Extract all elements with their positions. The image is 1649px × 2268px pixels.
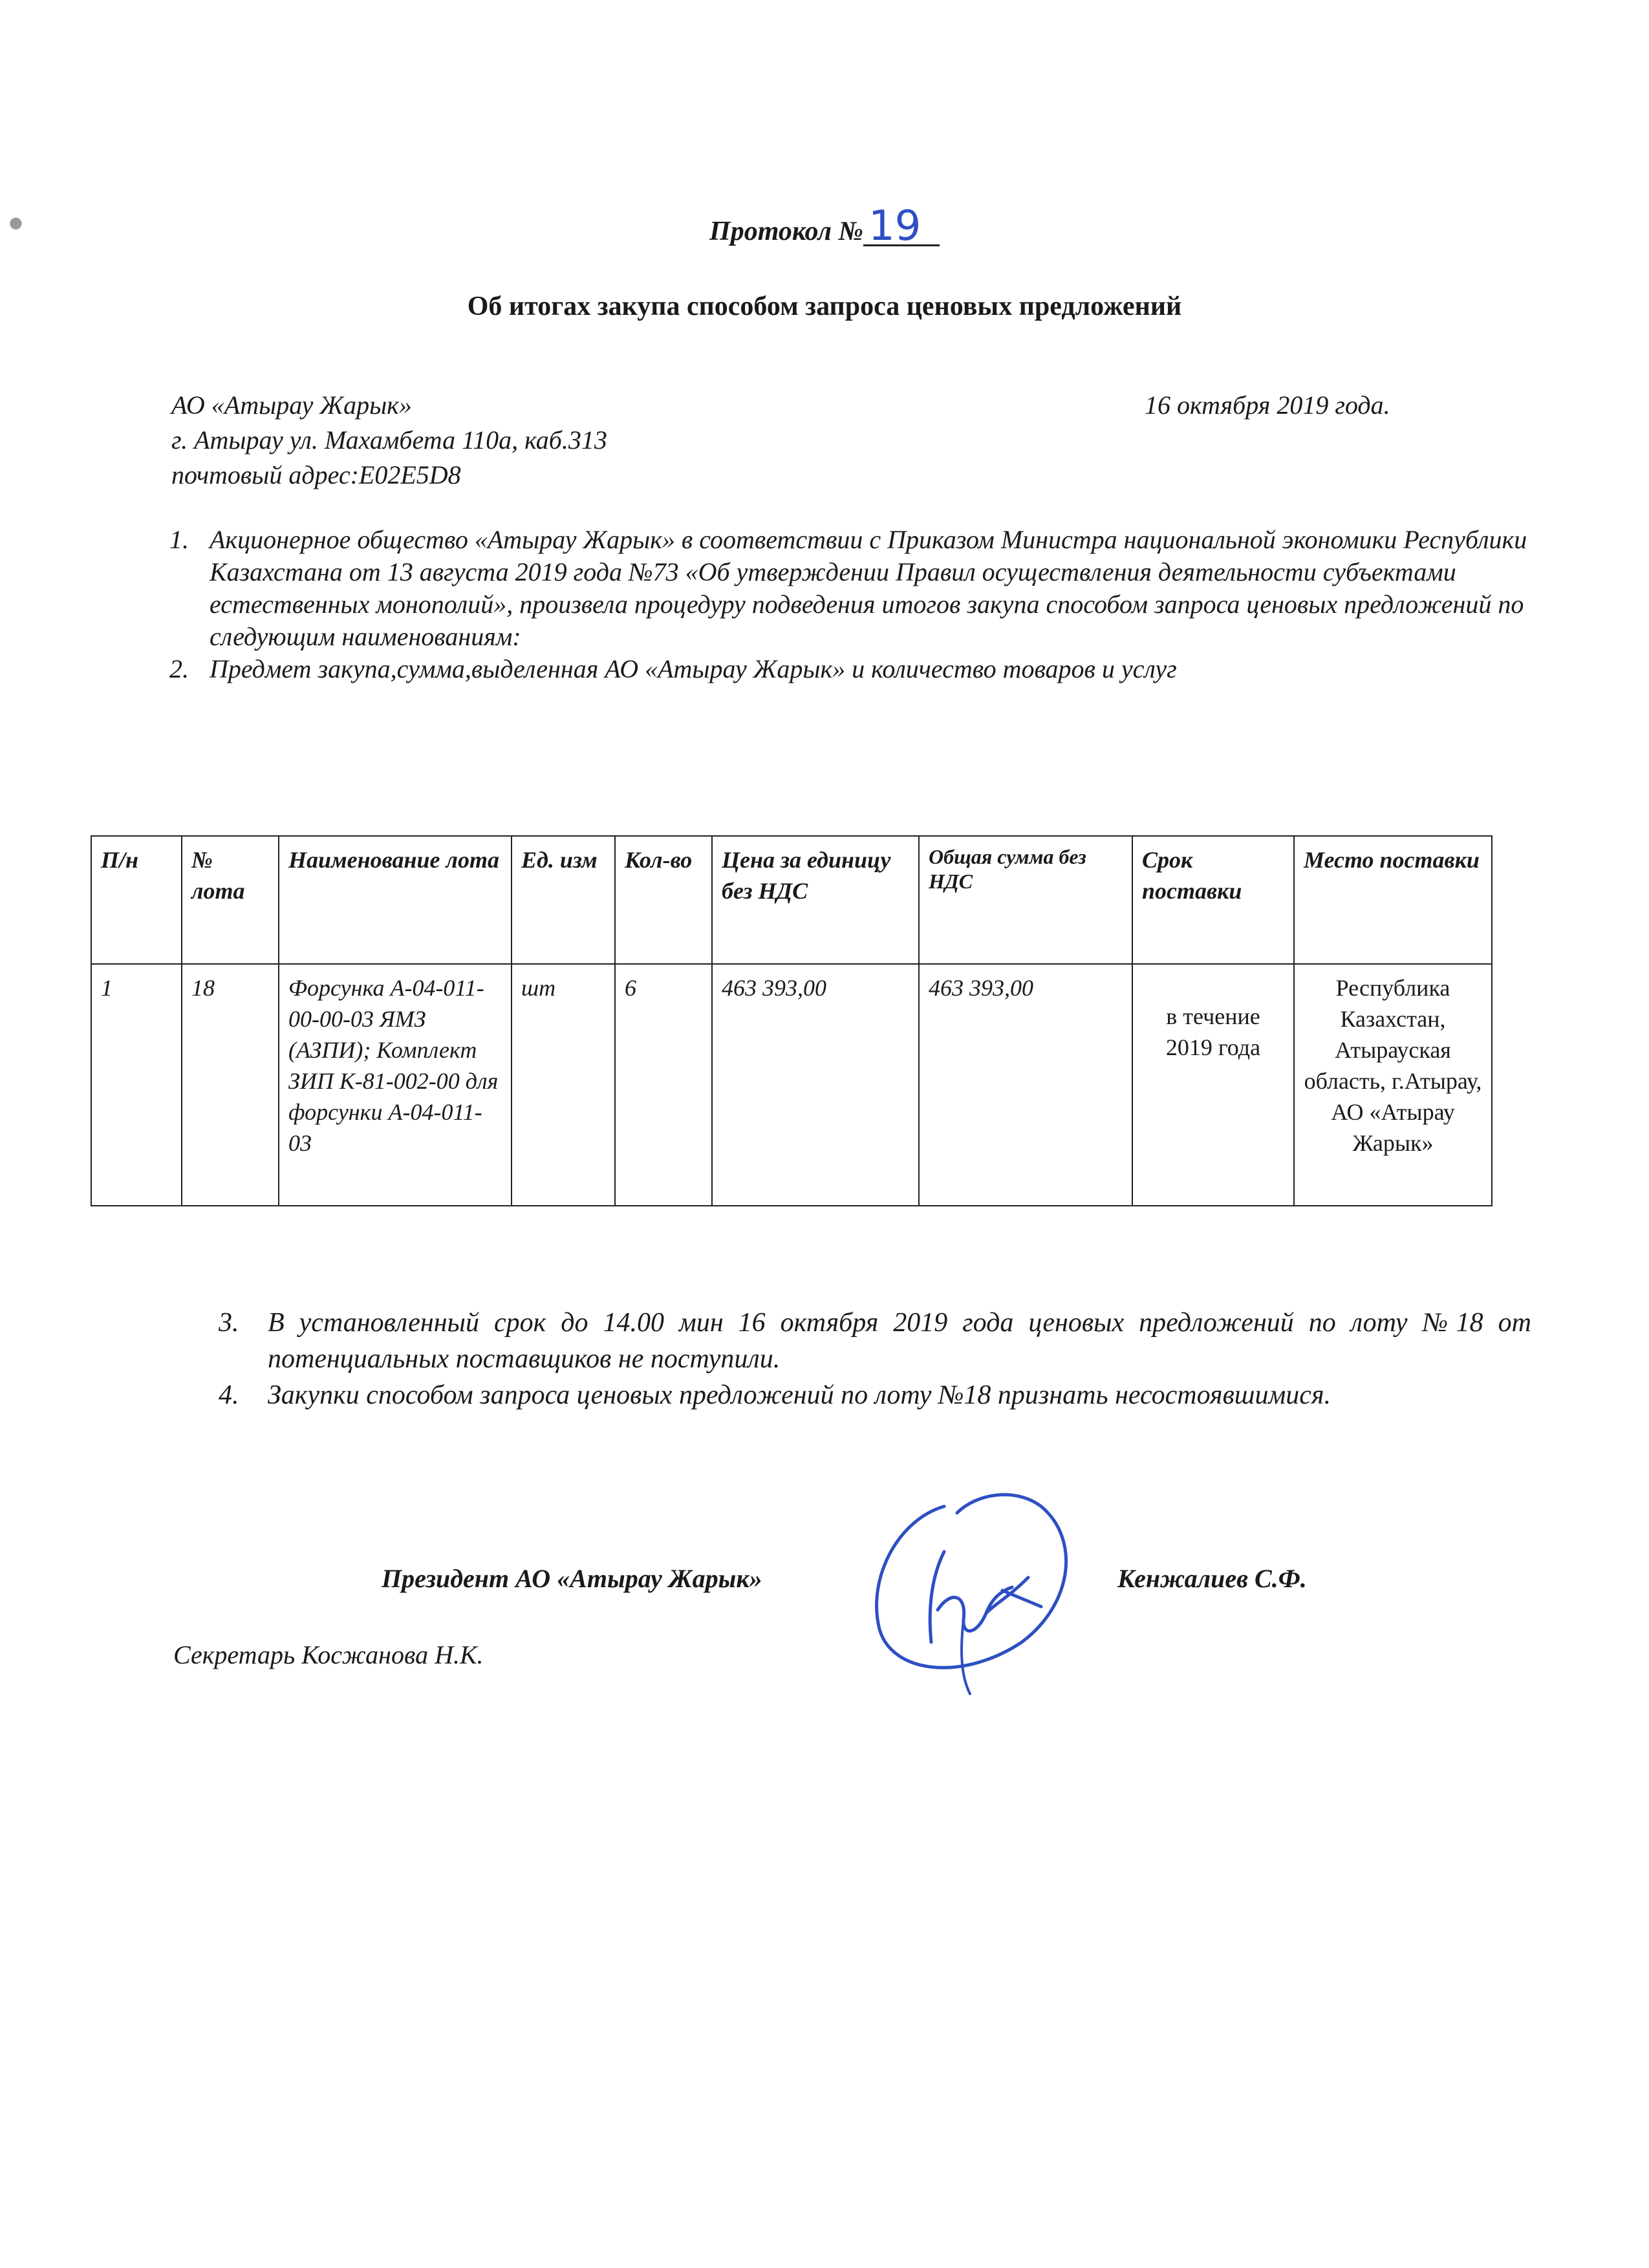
- org-address: г. Атырау ул. Махамбета 110а, каб.313: [171, 425, 607, 455]
- col-header-pn: П/н: [91, 836, 182, 964]
- results-list: [219, 1305, 1531, 1413]
- president-label: Президент АО «Атырау Жарык»: [382, 1564, 762, 1593]
- secretary-line: Секретарь Косжанова Н.К.: [173, 1640, 484, 1669]
- intro-list: [169, 524, 1527, 685]
- col-header-name: Наименование лота: [279, 836, 512, 964]
- president-name: Кенжалиев С.Ф.: [1117, 1564, 1307, 1593]
- intro-item-text: Предмет закупа,сумма,выделенная АО «Атырау Жарык» и количество товаров и услуг: [210, 654, 1177, 683]
- result-item-3: [219, 1305, 1531, 1377]
- col-header-price: Цена за единицу без НДС: [712, 836, 919, 964]
- table-header-row: [91, 836, 1492, 964]
- org-postal: почтовый адрес:Е02Е5D8: [171, 460, 461, 489]
- document-title: [0, 202, 1649, 250]
- col-header-total: Общая сумма без НДС: [919, 836, 1132, 964]
- cell-pn: 1: [91, 964, 182, 1206]
- cell-unit: шт: [512, 964, 615, 1206]
- cell-place: Республика Казахстан, Атырауская область, г.Атырау, АО «Атырау Жарык»: [1294, 964, 1492, 1206]
- signature-image: [847, 1481, 1106, 1700]
- col-header-unit: Ед. изм: [512, 836, 615, 964]
- title-label: Протокол №: [709, 217, 863, 246]
- cell-lot: 18: [182, 964, 279, 1206]
- result-item-4: [219, 1377, 1531, 1413]
- result-item-number: 4.: [219, 1380, 239, 1410]
- col-header-lot: № лота: [182, 836, 279, 964]
- cell-qty: 6: [615, 964, 712, 1206]
- lots-table: [91, 835, 1493, 1206]
- intro-item-number: 2.: [169, 654, 189, 683]
- cell-total: 463 393,00: [919, 964, 1132, 1206]
- col-header-place: Место поставки: [1294, 836, 1492, 964]
- scan-speck: ●: [9, 213, 23, 231]
- cell-price: 463 393,00: [712, 964, 919, 1206]
- intro-item-1: [169, 524, 1527, 653]
- protocol-number: 19: [863, 208, 940, 246]
- result-item-number: 3.: [219, 1308, 239, 1338]
- col-header-delivery: Срок поставки: [1132, 836, 1294, 964]
- intro-item-number: 1.: [169, 525, 189, 554]
- document-date: 16 октября 2019 года.: [1145, 390, 1390, 420]
- cell-name: Форсунка А-04-011-00-00-03 ЯМЗ (АЗПИ); Комплект ЗИП К-81-002-00 для форсунки А-04-011-03: [279, 964, 512, 1206]
- result-item-text: Закупки способом запроса ценовых предложений по лоту №18 признать несостоявшимися.: [268, 1380, 1331, 1410]
- result-item-text: В установленный срок до 14.00 мин 16 октября 2019 года ценовых предложений по лоту №18 от потенциальных поставщиков не поступили.: [268, 1308, 1531, 1374]
- org-block: [171, 388, 883, 493]
- intro-item-2: [169, 653, 1527, 685]
- table-row: [91, 964, 1492, 1206]
- org-name: АО «Атырау Жарык»: [171, 390, 412, 420]
- intro-item-text: Акционерное общество «Атырау Жарык» в соответствии с Приказом Министра национальной экономики Республики Казахстана от 13 августа 2019 года №73 «Об утверждении Правил осуществления деятельности субъектами естественных монополий», произвела процедуру подведения итогов закупа способом запроса ценовых предложений по следующим наименованиям:: [210, 525, 1527, 651]
- document-subtitle: Об итогах закупа способом запроса ценовых предложений: [467, 292, 1182, 321]
- cell-delivery: в течение 2019 года: [1132, 964, 1294, 1206]
- col-header-qty: Кол-во: [615, 836, 712, 964]
